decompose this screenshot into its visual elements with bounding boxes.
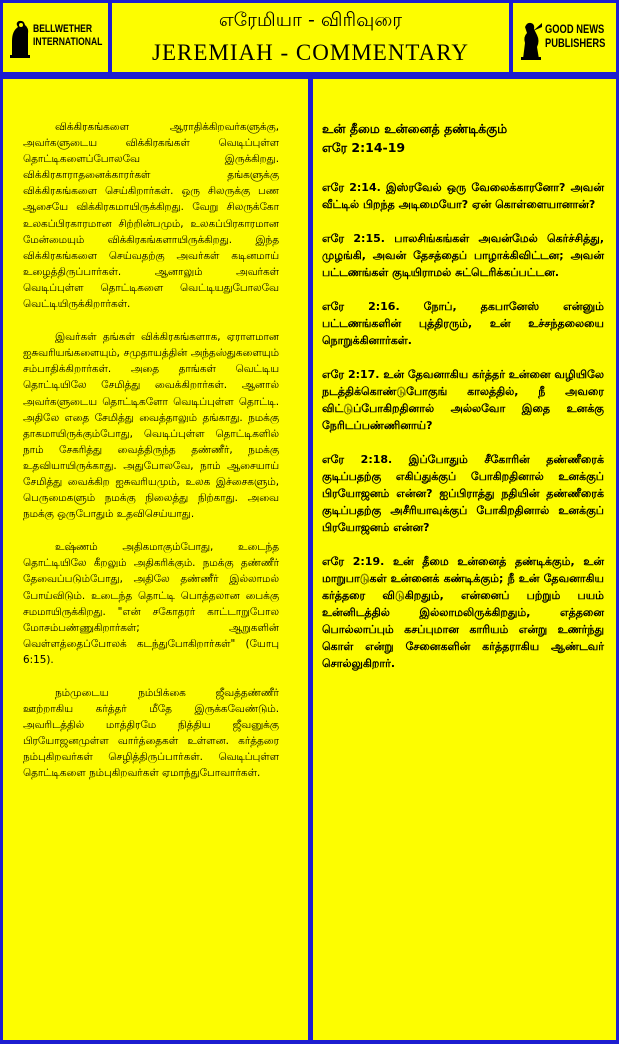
scripture-text [322, 119, 604, 689]
verse-paragraph: எரே 2:14. இஸ்ரவேல் ஒரு வேலைக்காரனோ? அவன் வீட்டில் பிறந்த அடிமையோ? ஏன் கொள்ளையானான்? [322, 181, 604, 211]
title-tamil: எரேமியா - விரிவுரை [218, 9, 403, 31]
commentary-paragraph: உஷ்ணம் அதிகமாகும்போது, உடைந்த தொட்டியிலே கீறலும் அதிகரிக்கும். நமக்கு தண்ணீர் தேவைப்படும்போது, அதிலே தண்ணீர் இல்லாமல் போய்விடும். உடைந்த தொட்டி பொத்தலான பைக்கு சமமாயிருக்கிறது. "என் சகோதரர் காட்டாறுபோல மோசம்பண்ணுகிறார்கள்; ஆறுகளின் வெள்ளத்தைப்போலக் கடந்துபோகிறார்கள்" (யோபு 6:15). [23, 541, 279, 666]
verse-paragraph: எரே 2:15. பாலசிங்கங்கள் அவன்மேல் கெர்ச்சித்து, முழங்கி, அவன் தேசத்தைப் பாழாக்கிவிட்டன; அவன் பட்டணங்கள் குடியிராமல் சுட்டெரிக்கப்பட்டன. [322, 232, 604, 279]
header-right-logo-panel [513, 3, 616, 72]
scripture-column [313, 79, 616, 1040]
verse-paragraph: எரே 2:19. உன் தீமை உன்னைத் தண்டிக்கும், உன் மாறுபாடுகள் உன்னைக் கண்டிக்கும்; நீ உன் தேவனாகிய கர்த்தரை விடுகிறதும், என்னைப் பற்றும் பயம் உன்னிடத்தில் இல்லாமலிருக்கிறதும், எத்தனை பொல்லாப்பும் கசப்புமான காரியம் என்று உணர்ந்து கொள் என்று சேனைகளின் கர்த்தராகிய ஆண்டவர் சொல்லுகிறார். [322, 555, 604, 670]
trumpet-angel-icon [519, 19, 543, 61]
logo-right-line2: PUBLISHERS [545, 36, 606, 50]
commentary-paragraph: இவர்கள் தங்கள் விக்கிரகங்களாக, ஏராளமான ஐசுவரியங்களையும், சமுதாயத்தின் அந்தஸ்துகளையும் சம்பாதிக்கிறார்கள். அதை தாங்கள் வெட்டிய தொட்டியிலே சேமித்து வைக்கிறார்கள். ஆனால் அவர்களுடைய தொட்டிகளோ வெடிப்புள்ள தொட்டி. அதிலே எதை சேமித்து வைத்தாலும் தங்காது. நமக்கு தாகமாயிருக்கும்போது, வெடிப்புள்ள தொட்டிகளில் நாம் சேகரித்து வைத்திருந்த தண்ணீர், நமக்கு உதவியாயிருக்காது. அதுபோலவே, நாம் ஆசையாய் சேமித்து வைக்கிற ஐசுவரியமும், உலக இச்சைகளும், பெருமைகளும் நமக்கு நிலைத்து நிற்காது. அவை நமக்கு ஒருபோதும் உதவிசெய்யாது. [23, 331, 279, 521]
commentary-text [23, 119, 279, 799]
logo-left-line2: INTERNATIONAL [33, 36, 103, 48]
header-title-panel [112, 3, 509, 72]
header-left-logo-panel [3, 3, 108, 72]
bellwether-logo [9, 15, 102, 63]
commentary-paragraph: நம்முடைய நம்பிக்கை ஜீவத்தண்ணீர் ஊற்றாகிய கர்த்தர் மீதே இருக்கவேண்டும். அவரிடத்தில் மாத்திரமே நித்திய ஜீவனுக்கு பிரயோஜனமுள்ள வார்த்தைகள் உள்ளன. கர்த்தரை நம்புகிறவர்கள் செழித்திருப்பார்கள். வெடிப்புள்ள தொட்டிகளை நம்புகிறவர்கள் ஏமாந்துபோவார்கள். [23, 687, 279, 780]
bellwether-ram-icon [9, 19, 31, 59]
commentary-paragraph: விக்கிரகங்களை ஆராதிக்கிறவர்களுக்கு, அவர்களுடைய விக்கிரகங்கள் வெடிப்புள்ள தொட்டிகளைப்போலவே இருக்கிறது. விக்கிரகாராதனைக்காரர்கள் தங்களுக்கு விக்கிரகங்களை செய்கிறார்கள். ஒரு சிலருக்கு பண ஆசையே விக்கிரகமாயிருக்கிறது. வேறு சிலருக்கோ உலகப்பிரகாரமான சிற்றின்பமும், உலகப்பிரகாரமான மேன்மையும் விக்கிரகங்களாயிருக்கிறது. இந்த விக்கிரகங்களை செய்வதற்கு அவர்கள் கடினமாய் உழைத்திருப்பார்கள். ஆனாலும் அவர்கள் வெடிப்புள்ள தொட்டிகளை வெட்டியதுபோலவே வெட்டியிருக்கிறார்கள். [23, 121, 279, 311]
commentary-column [3, 79, 308, 1040]
verse-paragraph: எரே 2:16. நோப், தகபானேஸ் என்னும் பட்டணங்களின் புத்திரரும், உன் உச்சந்தலையை நொறுக்கினார்கள். [322, 300, 604, 347]
logo-left-line1: BELLWETHER [33, 23, 93, 35]
good-news-publishers-logo [519, 15, 612, 63]
title-english: JEREMIAH - COMMENTARY [152, 40, 469, 65]
section-heading-reference: எரே 2:14-19 [322, 140, 406, 155]
section-heading [322, 119, 604, 157]
verse-paragraph: எரே 2:17. உன் தேவனாகிய கர்த்தர் உன்னை வழியிலே நடத்திக்கொண்டுபோகுங் காலத்தில், நீ அவரை விட்டுப்போகிறதினால் அல்லவோ இதை உனக்கு நேரிடப்பண்ணினாய்? [322, 368, 604, 432]
logo-right-line1: GOOD NEWS [545, 22, 605, 36]
verse-paragraph: எரே 2:18. இப்போதும் சீகோரின் தண்ணீரைக் குடிப்பதற்கு எகிப்துக்குப் போகிறதினால் உனக்குப் பிரயோஜனம் என்ன? ஐப்பிராத்து நதியின் தண்ணீரைக் குடிப்பதற்கு அசீரியாவுக்குப் போகிறதினால் உனக்குப் பிரயோஜனம் என்ன? [322, 453, 604, 534]
section-heading-title: உன் தீமை உன்னைத் தண்டிக்கும் [322, 121, 508, 136]
